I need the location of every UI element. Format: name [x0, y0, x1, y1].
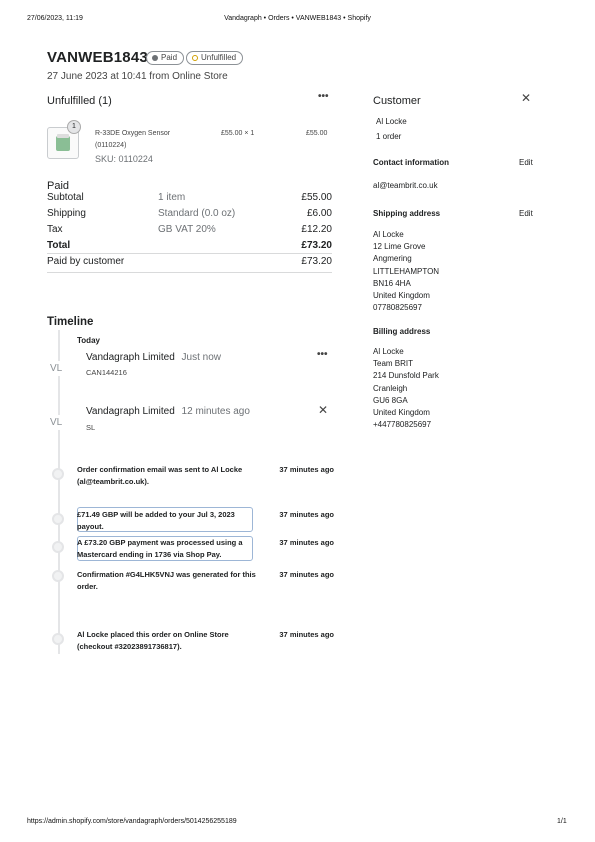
edit-contact-button[interactable]: Edit	[519, 158, 533, 167]
product-name-link[interactable]: R-33DE Oxygen Sensor	[95, 130, 171, 137]
timeline-event: Order confirmation email was sent to Al Locke (al@teambrit.co.uk). 37 minutes ago	[77, 465, 334, 486]
timeline-dot-icon	[52, 570, 64, 582]
contact-information-title: Contact information	[373, 158, 449, 167]
paid-status-dot-icon	[152, 55, 158, 61]
product-unit-price: £55.00 × 1	[221, 130, 255, 137]
timeline-event: Al Locke placed this order on Online Store (checkout #32023891736817). 37 minutes ago	[77, 630, 334, 651]
order-number: VANWEB1843	[47, 49, 148, 66]
customer-name-link[interactable]: Al Locke	[376, 117, 407, 126]
unfulfilled-title: Unfulfilled (1)	[47, 95, 112, 107]
billing-address: Al Locke Team BRIT 214 Dunsfold Park Cranleigh GU6 8GA United Kingdom +447780825697	[373, 347, 439, 430]
unfulfilled-status-dot-icon	[192, 55, 198, 61]
avatar: VL	[50, 363, 63, 374]
customer-order-count-link[interactable]: 1 order	[376, 132, 402, 141]
note-more-actions-icon[interactable]: •••	[317, 349, 328, 360]
subtotal-row: Subtotal 1 item £55.00	[47, 192, 332, 203]
unfulfilled-badge: Unfulfilled	[186, 51, 243, 65]
more-actions-icon[interactable]: •••	[318, 91, 329, 102]
timeline-dot-icon	[52, 541, 64, 553]
note-author: Vandagraph Limited Just now	[86, 352, 222, 363]
billing-address-title: Billing address	[373, 327, 431, 336]
shipping-address-title: Shipping address	[373, 209, 441, 218]
order-date: 27 June 2023 at 10:41 from Online Store	[47, 71, 228, 82]
total-row: Total £73.20	[47, 240, 332, 251]
close-icon[interactable]: ✕	[318, 403, 329, 417]
note-text: CAN144216	[86, 368, 127, 377]
print-title: Vandagraph • Orders • VANWEB1843 • Shopify	[224, 15, 371, 22]
timeline-event: Confirmation #G4LHK5VNJ was generated for this order. 37 minutes ago	[77, 570, 334, 591]
timeline-line	[58, 330, 60, 654]
product-line-total: £55.00	[306, 130, 328, 137]
customer-title: Customer	[373, 95, 421, 107]
note-author: Vandagraph Limited 12 minutes ago	[86, 406, 250, 417]
remove-customer-close-icon[interactable]: ✕	[521, 91, 532, 105]
note-text: SL	[86, 423, 96, 432]
timeline-dot-icon	[52, 468, 64, 480]
print-page-number: 1/1	[557, 818, 567, 825]
product-variant: (0110224)	[95, 142, 127, 149]
paid-title: Paid	[47, 180, 70, 192]
timeline-dot-icon	[52, 513, 64, 525]
timeline-event[interactable]: £71.49 GBP will be added to your Jul 3, 2023 payout. 37 minutes ago	[77, 510, 334, 531]
print-url: https://admin.shopify.com/store/vandagraph/orders/5014256255189	[27, 818, 237, 825]
timeline-dot-icon	[52, 633, 64, 645]
quantity-badge: 1	[67, 120, 81, 134]
customer-email-link[interactable]: al@teambrit.co.uk	[373, 181, 438, 190]
print-datetime: 27/06/2023, 11:19	[27, 15, 83, 22]
avatar: VL	[50, 417, 63, 428]
timeline-event[interactable]: A £73.20 GBP payment was processed using a Mastercard ending in 1736 via Shop Pay. 37 minutes ago	[77, 538, 334, 559]
shipping-address: Al Locke 12 Lime Grove Angmering LITTLEHAMPTON BN16 4HA United Kingdom 07780825697	[373, 230, 440, 313]
timeline-title: Timeline	[47, 316, 94, 328]
product-sku: SKU: 0110224	[95, 154, 153, 164]
tax-row: Tax GB VAT 20% £12.20	[47, 224, 332, 235]
shipping-row: Shipping Standard (0.0 oz) £6.00	[47, 208, 332, 219]
divider	[47, 253, 332, 254]
paid-by-customer-row: Paid by customer £73.20	[47, 256, 332, 267]
edit-shipping-address-button[interactable]: Edit	[519, 209, 533, 218]
paid-badge: Paid	[146, 51, 184, 65]
divider	[47, 272, 332, 273]
timeline-date-today: Today	[77, 336, 100, 345]
